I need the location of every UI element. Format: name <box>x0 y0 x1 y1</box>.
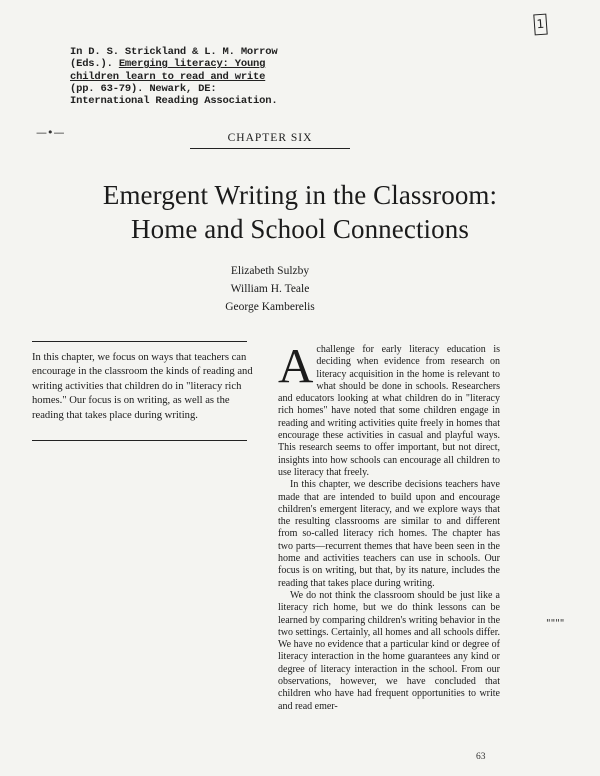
body-paragraph: We do not think the classroom should be just like a literacy rich home, but we do think lessons can be learned by comparing children's writing behavior in the two settings. Certainly, all homes and all schools differ. We have no evidence that a particular kind or degree of literacy interaction in the home guarantees any kind or degree of literacy interaction in the school. From our observations, however, we have concluded that children who have had frequent opportunities to write and read emer- <box>278 589 501 712</box>
citation-line: (pp. 63-79). Newark, DE: <box>70 82 217 95</box>
citation-line: (Eds.). Emerging literacy: Young <box>70 58 266 71</box>
title-line-1: Emergent Writing in the Classroom: <box>102 180 498 210</box>
author-name: William H. Teale <box>230 283 310 295</box>
body-column <box>278 338 501 713</box>
citation-stamp <box>70 46 300 107</box>
page-number: 63 <box>476 752 486 762</box>
author-name: Elizabeth Sulzby <box>230 265 310 277</box>
citation-line: In D. S. Strickland & L. M. Morrow <box>70 46 278 58</box>
pull-quote-top-rule <box>32 341 247 342</box>
handwritten-page-marker: 1 <box>533 14 547 36</box>
chapter-title <box>20 178 580 246</box>
drop-cap: A <box>278 338 314 393</box>
chapter-divider <box>190 148 350 149</box>
citation-line: children learn to read and write <box>70 70 266 83</box>
chapter-label: CHAPTER SIX <box>227 132 313 144</box>
body-paragraph: A challenge for early literacy education is deciding when evidence from research on literacy acquisition in the home is relevant to what should be done in schools. Researchers and educators looking at what children do in "literacy rich homes" have noted that some children engage in reading and writing activities quite freely in homes that encourage these activities in casual and playful ways. This research seems to offer important, but not direct, insights into how schools can encourage all children to use literacy that freely. <box>278 338 500 478</box>
pull-quote: In this chapter, we focus on ways that teachers can encourage in the classroom the kinds of reading and writing activities that children do in "literacy rich homes." Our focus is on writing, as well as the reading that takes place during writing. <box>32 352 253 421</box>
body-paragraph: In this chapter, we describe decisions teachers have made that are intended to build upon and encourage children's emergent literacy, and we explore ways that the resulting classrooms are similar to and different from so-called literacy rich homes. The chapter has two parts—recurrent themes that have been seen in the home and activities teachers can use in schools. Our focus is on writing, but that, by its nature, includes the reading that takes place during writing. <box>278 479 500 589</box>
author-list <box>200 262 340 316</box>
title-line-2: Home and School Connections <box>131 214 469 244</box>
stray-mark-right: """" <box>546 618 565 629</box>
citation-line: International Reading Association. <box>70 95 278 108</box>
stray-mark-left: —•— <box>36 126 65 139</box>
pull-quote-bottom-rule <box>32 440 247 441</box>
author-name: George Kamberelis <box>225 301 315 313</box>
